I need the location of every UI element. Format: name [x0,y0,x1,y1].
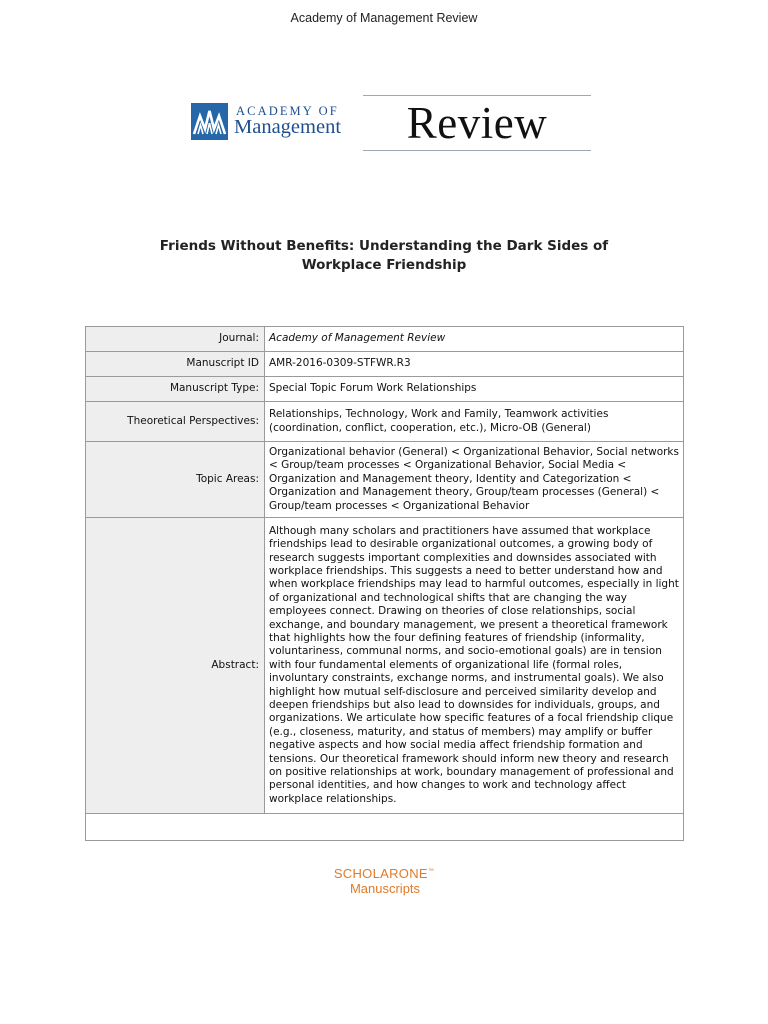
topic-areas-label: Topic Areas: [86,442,265,518]
abstract-value: Although many scholars and practitioners have assumed that workplace friendships lead to desirable organizational outcomes, a growing body of research suggests important complexities and downsides associated with workplace friendships. This suggests a need to better understand how and when workplace friendships may lead to harmful outcomes, especially in light of organizational and technological shifts that are changing the way employees connect. Drawing on theories of close relationships, social exchange, and boundary management, we present a theoretical framework that highlights how the four defining features of friendship (informality, voluntariness, communal norms, and socio-emotional goals) are in tension with four fundamental elements of organizational life (formal roles, involuntary constraints, exchange norms, and instrumental goals). We also highlight how mutual self-disclosure and perceived similarity develop and deepen friendships but also lead to downsides for individuals, groups, and organizations. We articulate how specific features of a focal friendship clique (e.g., closeness, maturity, and status of members) may amplify or buffer negative aspects and how social media affect friendship formation and tensions. Our theoretical framework should inform new theory and research on positive relationships at work, boundary management of professional and personal identities, and how changes to work and technology affect workplace relationships. [265,518,684,814]
title-line-2: Workplace Friendship [301,257,467,273]
row-manuscript-id [86,352,684,377]
trademark-symbol: ™ [427,868,435,875]
empty-cell [86,814,684,841]
manuscript-type-label: Manuscript Type: [86,377,265,402]
aom-logo-line2: Management [234,116,342,138]
manuscript-type-value: Special Topic Forum Work Relationships [265,377,684,402]
topic-areas-value: Organizational behavior (General) < Organizational Behavior, Social networks < Group/team processes < Organizational Behavior, Social Media < Organization and Management theory, Identity and Categorization < Organization and Management theory, Group/team processes (General) < Group/team processes < Organizational Behavior [265,442,684,518]
perspectives-label: Theoretical Perspectives: [86,402,265,442]
scholarone-logo [0,866,768,896]
row-manuscript-type [86,377,684,402]
title-line-1: Friends Without Benefits: Understanding the Dark Sides of [159,238,609,254]
scholarone-text: SCHOLARONE [333,866,428,881]
manuscript-id-value: AMR-2016-0309-STFWR.R3 [265,352,684,377]
journal-label: Journal: [86,327,265,352]
aom-logo-line1: ACADEMY OF [236,104,339,118]
row-abstract [86,518,684,814]
aom-logo [190,101,356,147]
row-empty [86,814,684,841]
manuscripts-text: Manuscripts [349,881,421,896]
abstract-label: Abstract: [86,518,265,814]
aom-peaks-icon [191,103,228,140]
row-journal [86,327,684,352]
journal-value: Academy of Management Review [265,327,684,352]
review-word: Review [406,97,548,148]
running-header: Academy of Management Review [290,11,478,25]
scholarone-wordmark [0,866,768,881]
manuscript-metadata-table [85,326,684,841]
row-theoretical-perspectives [86,402,684,442]
perspectives-value: Relationships, Technology, Work and Family, Teamwork activities (coordination, conflict, cooperation, etc.), Micro-OB (General) [265,402,684,442]
journal-logo [190,95,592,153]
manuscript-title [84,237,684,275]
row-topic-areas [86,442,684,518]
review-wordmark [363,95,591,151]
manuscript-id-label: Manuscript ID [86,352,265,377]
